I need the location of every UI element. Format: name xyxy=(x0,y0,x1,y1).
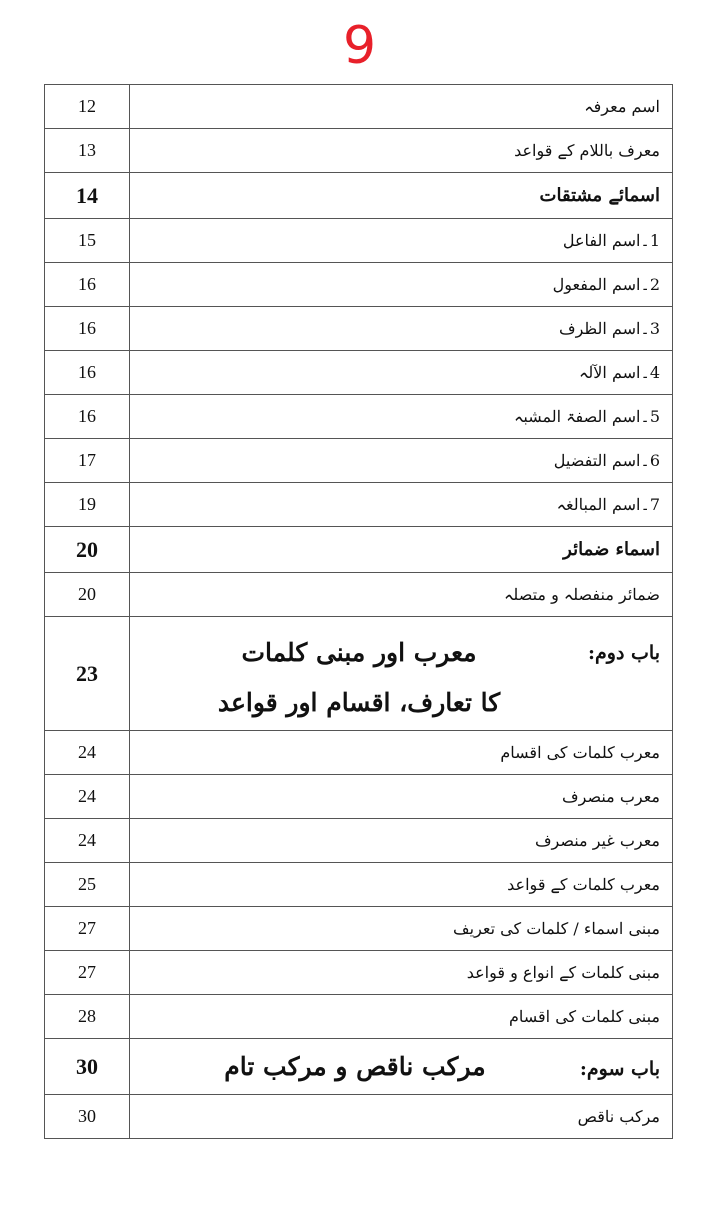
table-row xyxy=(45,907,673,951)
table-row xyxy=(45,439,673,483)
chapter-title: مرکب ناقص و مرکب تام xyxy=(224,1051,486,1081)
entry-title: 4۔اسم الآلہ xyxy=(130,351,673,395)
chapter-label: باب دوم: xyxy=(588,641,660,664)
page-ref: 24 xyxy=(45,775,130,819)
section-heading-row xyxy=(45,173,673,219)
chapter-label: باب سوم: xyxy=(579,1057,660,1080)
page-ref: 27 xyxy=(45,951,130,995)
table-row xyxy=(45,951,673,995)
entry-title: معرب کلمات کے قواعد xyxy=(130,863,673,907)
entry-title: مرکب ناقص xyxy=(130,1095,673,1139)
section-title: اسماء ضمائر xyxy=(130,527,673,573)
table-row xyxy=(45,819,673,863)
entry-title: 6۔اسم التفضیل xyxy=(130,439,673,483)
page-ref: 20 xyxy=(45,573,130,617)
entry-title: ضمائر منفصلہ و متصلہ xyxy=(130,573,673,617)
entry-title: معرب کلمات کی اقسام xyxy=(130,731,673,775)
table-row xyxy=(45,307,673,351)
table-row xyxy=(45,1095,673,1139)
entry-title: معرب غیر منصرف xyxy=(130,819,673,863)
entry-title: 5۔اسم الصفۃ المشبہ xyxy=(130,395,673,439)
chapter-heading xyxy=(130,1047,660,1087)
page-ref: 20 xyxy=(45,527,130,573)
table-row xyxy=(45,129,673,173)
page-ref: 28 xyxy=(45,995,130,1039)
chapter-heading xyxy=(130,620,660,728)
table-row xyxy=(45,863,673,907)
table-row xyxy=(45,219,673,263)
entry-title: 2۔اسم المفعول xyxy=(130,263,673,307)
page-ref: 30 xyxy=(45,1039,130,1095)
page-ref: 16 xyxy=(45,263,130,307)
entry-title: 7۔اسم المبالغہ xyxy=(130,483,673,527)
entry-title: 1۔اسم الفاعل xyxy=(130,219,673,263)
page-ref: 16 xyxy=(45,307,130,351)
entry-title: مبنی کلمات کے انواع و قواعد xyxy=(130,951,673,995)
page-ref: 24 xyxy=(45,819,130,863)
page-number: 9 xyxy=(342,16,377,76)
table-row xyxy=(45,995,673,1039)
table-row xyxy=(45,395,673,439)
table-row xyxy=(45,85,673,129)
table-row xyxy=(45,351,673,395)
entry-title: 3۔اسم الظرف xyxy=(130,307,673,351)
page-ref: 16 xyxy=(45,395,130,439)
page-ref: 24 xyxy=(45,731,130,775)
chapter-cell xyxy=(130,617,673,731)
chapter-row xyxy=(45,617,673,731)
page-ref: 23 xyxy=(45,617,130,731)
table-row xyxy=(45,775,673,819)
page-ref: 12 xyxy=(45,85,130,129)
page-ref: 16 xyxy=(45,351,130,395)
chapter-row xyxy=(45,1039,673,1095)
page-ref: 19 xyxy=(45,483,130,527)
page-ref: 17 xyxy=(45,439,130,483)
page-ref: 25 xyxy=(45,863,130,907)
chapter-cell xyxy=(130,1039,673,1095)
chapter-title-line: کا تعارف، اقسام اور قواعد xyxy=(217,687,501,717)
entry-title: معرب منصرف xyxy=(130,775,673,819)
page-ref: 30 xyxy=(45,1095,130,1139)
table-row xyxy=(45,573,673,617)
table-of-contents xyxy=(44,84,673,1139)
page-ref: 14 xyxy=(45,173,130,219)
table-row xyxy=(45,731,673,775)
section-title: اسمائے مشتقات xyxy=(130,173,673,219)
page-ref: 15 xyxy=(45,219,130,263)
entry-title: معرف باللام کے قواعد xyxy=(130,129,673,173)
chapter-title xyxy=(130,628,588,728)
page-ref: 13 xyxy=(45,129,130,173)
entry-title: مبنی اسماء / کلمات کی تعریف xyxy=(130,907,673,951)
chapter-title-line: معرب اور مبنی کلمات xyxy=(241,637,477,667)
table-row xyxy=(45,263,673,307)
page-ref: 27 xyxy=(45,907,130,951)
table-row xyxy=(45,483,673,527)
entry-title: اسم معرفہ xyxy=(130,85,673,129)
section-heading-row xyxy=(45,527,673,573)
entry-title: مبنی کلمات کی اقسام xyxy=(130,995,673,1039)
